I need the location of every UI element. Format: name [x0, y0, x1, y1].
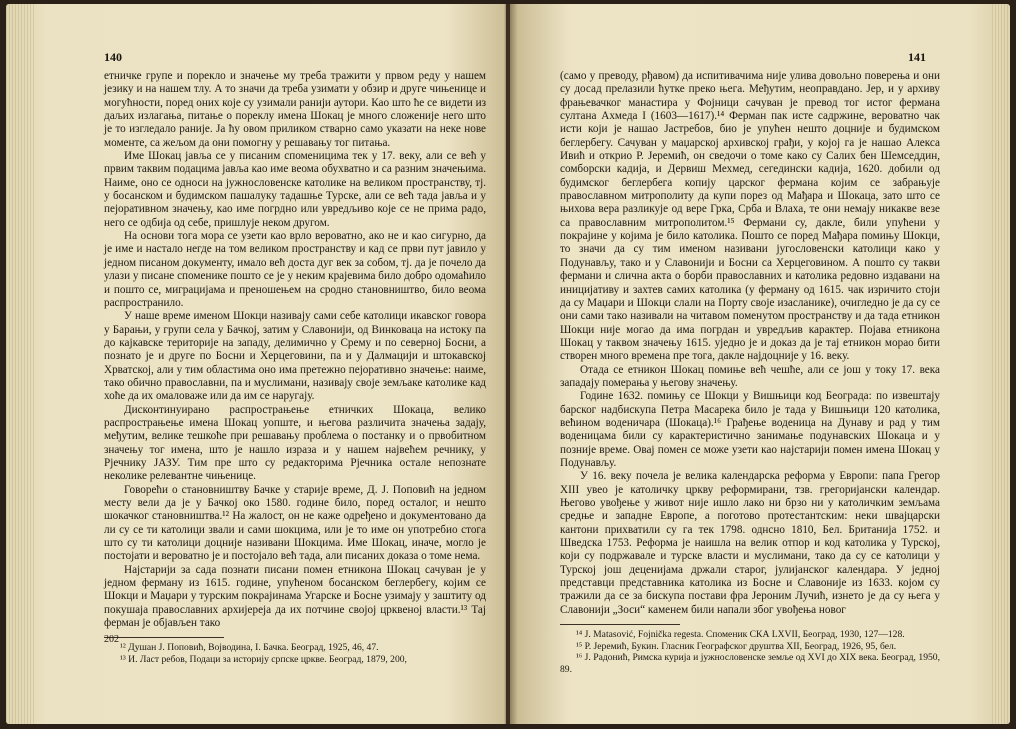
footnote: ¹⁵ Р. Јеремић, Букин. Гласник Географског друштва XII, Београд, 1926, 95, бел. — [576, 640, 897, 652]
footnote-rule — [560, 624, 680, 625]
footnote: ¹³ И. Ласт ребов, Подаци за историју српске цркве. Београд, 1879, 200, — [120, 654, 407, 666]
book-spread — [6, 4, 1010, 724]
paragraph: етничке групе и порекло и значење му треба тражити у првом реду у нашем језику и на нашем тлу. А то значи да треба узимати у обзир и друге чињенице и могућности, поред оних које су узимали ранији аутори. Као што ће се видети из даљих излагања, питање о пореклу имена Шокац је много сложеније него што је то изгледало раније. Ја ћу овом приликом стварно само указати на неке нове моменте, са жељом да они помогну у решавању тог питања. — [104, 70, 486, 149]
footnote: ¹⁶ J. Радонић, Римска курија и јужнословенске земље од XVI до XIX века. Београд, 1950, 89. — [560, 652, 940, 675]
paragraph: Године 1632. помињу се Шокци у Вишњици код Београда: по извештају барског надбискупа Петра Масарека било је тада у Вишњици 120 католика, већином воденичара (Шокаца).¹⁶ Грађење воденица на Дунаву и рад у тим воденицама били су карактеристично занимање подунавских Шокаца и у познијe време. Овај помен се може узети као најстарији помен имена Шокац у Подунављу. — [560, 390, 940, 469]
footnote: ¹² Душан Ј. Поповић, Војводина, I. Бачка. Београд, 1925, 46, 47. — [120, 642, 379, 654]
paragraph: Говорећи о становништву Бачке у старије време, Д. Ј. Поповић на једном месту вели да је у Бачкој око 1580. године било, поред осталог, и нешто шокачког становништва.¹² На жалост, он не каже одређено и документовано да ли су се ти католици звали и сами шокцима, или је то име он употребио стога што су ти католици доцније називани Шокцима. Име Шокац, иначе, могло је постојати и вероватно је и постојало већ тада, али писаних доказа о томе нема. — [104, 483, 486, 563]
paragraph: У 16. веку почела је велика календарска реформа у Европи: папа Грегор XIII увео је католичку цркву реформирани, тзв. грегоријански календар. Његово увођење у живот није ишло лако ни брзо ни у католичким земљама средње и западне Европе, а поготово протестантским: неки швајцарски кантони прихватили су га тек 1798. однсно 1810, Бел. Британија 1752. и Шведска 1753. Реформа је наишла на велик отпор и код католика у Турској, који су подржавале и турске власти и муслимани, тако да су се католици у Турској још деценијама држали старог, јулијанског календара. У једној представци представника католика из Босне и Славоније из 1633. којом су тражили да се за бискупа постави фра Јероним Лучић, изнето је да су њега у Славонији „Зоси“ каменем били напали због увођења новог — [560, 470, 940, 616]
paragraph: Дисконтинуирано распрострањење етничких Шокаца, велико распрострањење имена Шокац уопште, и његова различита значења задају, међутим, велике тешкоће при решавању проблема о постанку и о првобитном значењу тог имена, што је нашло израза и у нашем највећем речнику, у Рјечнику ЈАЗУ. Тим пре што су редакторима Рјечника остале непознате неколике релевантне чињенице. — [104, 403, 486, 483]
paragraph: У наше време именом Шокци називају сами себе католици икавског говора у Барањи, у групи села у Бачкој, затим у Славонији, од Винковаца на истоку па до кајкавске територије на западу, делимично у Срему и по северној Босни, а познато је и друге по Босни и Херцеговини, па и у Далмацији и штокавској Хрватској, али у тим областима оно има претежно пејоративно значење: наиме, тако обично православни, па и муслимани, називају своје земљаке католике кад хоће да их омаловаже или да им се наругају. — [104, 310, 486, 403]
paragraph: На основи тога мора се узети као врло вероватно, ако не и као сигурно, да је име и настало негде на том великом пространству и кад се први пут јавило у једном писаном документу, имало већ доста дуг век за собом, тј. да је почело да улази у писане споменике пошто се је у неким крајевима било добро одомаћило и пошто се, миграцијама и преношењем на сродно становништво, било веома распространило. — [104, 230, 486, 309]
page-edge-stack — [992, 4, 1010, 724]
paragraph: Име Шокац јавља се у писаним споменицима тек у 17. веку, али се већ у првим таквим подацима јавља као име веома обухватно и са разним значењима. Наиме, оно се односи на јужнословенске католике на великом пространству, тј. у босанском и будимском пашалуку тадашње Турске, али се већ тада јавља и у пејоративном значењу, као име погрдно или увредљиво које се не прима радо, него се одбија од себе, пришлује неком другом. — [104, 150, 486, 229]
right-page-text — [560, 70, 940, 675]
signature-mark: 202 — [104, 634, 119, 645]
page-number-left: 140 — [104, 50, 122, 64]
paragraph: Отада се етникон Шокац помиње већ чешће, али се још у току 17. века западају померања у његову значењу. — [560, 363, 940, 389]
footnote-rule — [104, 637, 224, 638]
left-page — [6, 4, 506, 724]
left-page-text — [104, 70, 486, 666]
page-number-right: 141 — [908, 50, 926, 64]
footnote: ¹⁴ J. Matasović, Fojnička regesta. Споменик СКА LXVII, Београд, 1930, 127—128. — [576, 629, 905, 641]
right-page — [510, 4, 1010, 724]
paragraph: Најстарији за сада познати писани помен етникона Шокац сачуван је у једном ферману из 1615. године, упућеном босанском беглербегу, којим се Шокци и Маџари у турским покрајинама Угарске и Босне узимају у заштиту од покушаја православних архијереја да их потчине својој црквеној власти.¹³ Тај ферман је објављен тако — [104, 563, 486, 630]
paragraph: (само у преводу, рђавом) да испитивачима није улива довољно поверења и они су досад прелазили ћутке преко њега. Међутим, неоправдано. Јер, и у архиву фрањевачког манастира у Фојници сачуван је превод тог истог фермана султана Ахмеда I (1603—1617).¹⁴ Ферман пак исте садржине, вероватно чак исти који је нашао Јастребов, био је упућен нешто доцније и будимском беглербегу. Сачуван у маџарској архивској грађи, у којој га је нашао Алекса Ивић и открио Р. Јеремић, он сведочи о томе како су Салих бен Шемседдин, сомборски кадија, и Дервиш Мехмед, сегедински кадија, 1620. добили од будимског беглербега копију царског фермана којим се забрањује православном митрополиту да купи порез од Мађара и Шокаца, зато што се њихова вера разликује од вере Грка, Срба и Влаха, те они немају никакве везе са православним митрополитом.¹⁵ Фермани су, дакле, били упућени у покрајине у којима је било католика. Пошто се поред Мађара помињу Шокци, то значи да су тим именом називани југословенски католици како у Подунављу, тако и у Славонији и Босни са Херцеговином. А пошто су такви фермани и слична акта о борби православних и католика редовно издавани на иницијативу и захтев самих католика (у ферману од 1615. чак изричито стоји да су Маџари и Шокци слали на Порту своје изасланике), очигледно је да су се они сами тако називали на читавом поменутом пространству и да тада етникон Шокци није могао да има погрдан и увредљив карактер. Појава етникона Шокац у таквом значењу 1615. уједно је и доказ да је тај етникон морао бити створен много времена пре тога, дакле најдоцније у 16. веку. — [560, 70, 940, 363]
page-edge-stack — [6, 4, 34, 724]
